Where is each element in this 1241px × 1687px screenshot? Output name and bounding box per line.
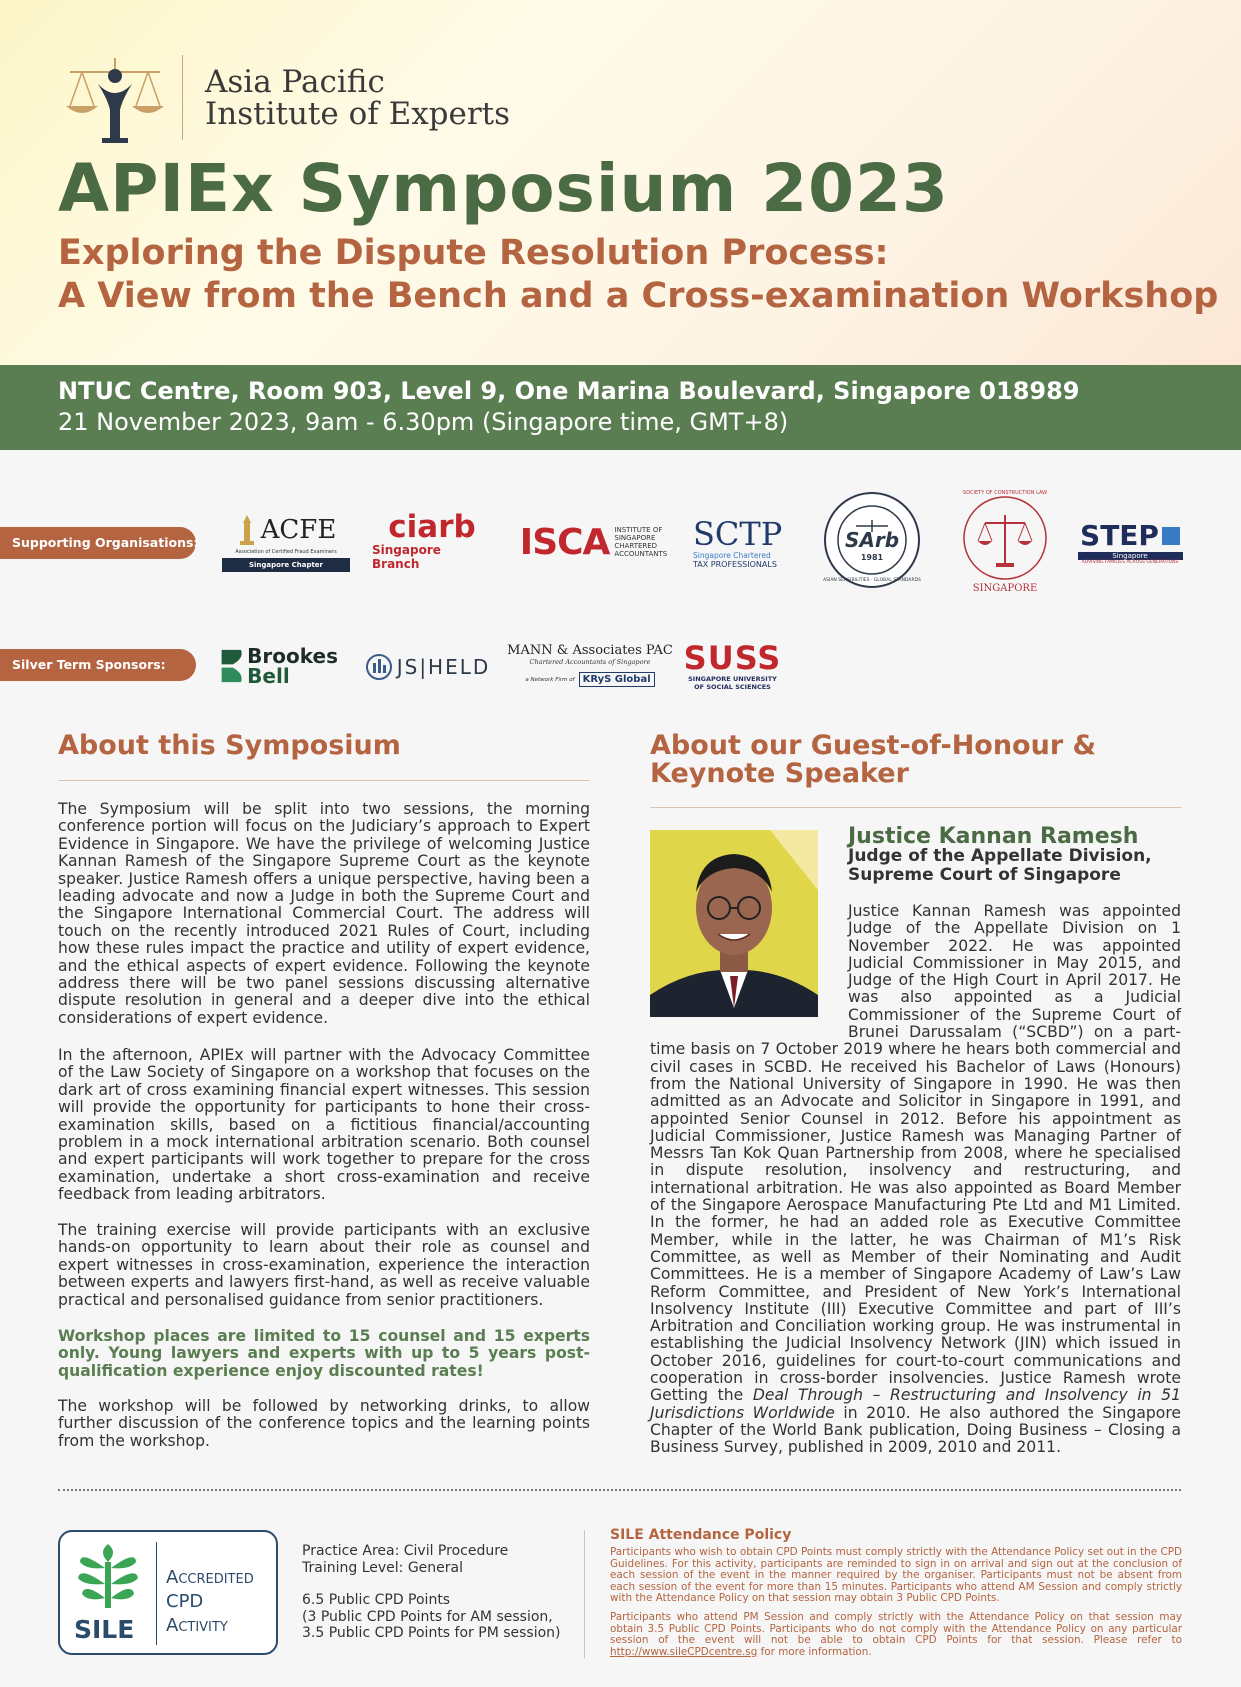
policy-para-2b: for more information. — [757, 1645, 872, 1658]
subtitle-line1: Exploring the Dispute Resolution Process: — [58, 233, 889, 273]
speaker-divider — [650, 807, 1181, 808]
org-name-line1: Asia Pacific — [205, 63, 385, 100]
sarb-logo — [822, 490, 922, 590]
sile-badge-divider — [156, 1542, 157, 1645]
footer-divider — [58, 1489, 1181, 1491]
speaker-role — [848, 847, 1152, 885]
hero-banner — [0, 0, 1241, 365]
about-divider — [58, 780, 590, 781]
cpd-details — [302, 1543, 561, 1642]
sctp-logo — [693, 515, 793, 570]
suss-sub2: OF SOCIAL SCIENCES — [694, 683, 771, 691]
scl-ring-text: SOCIETY OF CONSTRUCTION LAW — [962, 490, 1048, 496]
step-square-icon — [1162, 527, 1180, 545]
speaker-name: Justice Kannan Ramesh — [848, 824, 1139, 849]
speaker-role-line1: Judge of the Appellate Division, — [848, 846, 1152, 866]
about-para-5: The workshop will be followed by networking drinks, to allow further discussion of the conference topics and the learning points from the workshop. — [58, 1397, 590, 1450]
brookes-line1: Brookes — [247, 644, 338, 668]
js-held-globe-icon — [365, 653, 393, 681]
speaker-bio-italic: Deal Through – Restructuring and Insolvency in 51 Jurisdictions Worldwide — [650, 1386, 1182, 1422]
speaker-section-title — [650, 732, 1096, 788]
acfe-sub: Association of Certified Fraud Examiners — [235, 548, 337, 555]
cpd-line3: Activity — [166, 1615, 228, 1636]
accredited-cpd-text — [166, 1566, 254, 1638]
cpd-line1: Accredited — [166, 1567, 254, 1588]
mann-sub: Chartered Accountants of Singapore — [529, 658, 651, 666]
suss-logo — [685, 640, 780, 692]
acfe-chapter: Singapore Chapter — [222, 558, 350, 572]
brookes-bell-logo — [220, 640, 338, 692]
isca-sub3: CHARTERED — [614, 542, 658, 550]
venue-band — [0, 365, 1241, 450]
sctp-sub1: Singapore Chartered — [693, 550, 771, 560]
sarb-name: SArb — [844, 528, 900, 552]
bio-photo-spacer — [650, 903, 848, 1038]
isca-logo — [515, 522, 672, 562]
org-name-line2: Institute of Experts — [205, 95, 511, 132]
policy-title: SILE Attendance Policy — [610, 1527, 792, 1543]
speaker-role-line2: Supreme Court of Singapore — [848, 865, 1121, 885]
step-name: STEP — [1080, 519, 1159, 552]
torch-icon — [236, 513, 258, 547]
sile-wordmark: SILE — [74, 1615, 135, 1644]
scl-logo — [955, 488, 1055, 598]
about-para-3: The training exercise will provide participants with an exclusive hands-on opportunity to learn about their role as counsel and expert witnesses in cross-examination, experience the interaction between experts and lawyers first-hand, as well as receive valuable practical and personalised guidance from senior practitioners. — [58, 1221, 590, 1309]
scl-scales-icon — [960, 493, 1050, 583]
speaker-section-title-line1: About our Guest-of-Honour & — [650, 730, 1097, 761]
page-title: APIEx Symposium 2023 — [58, 150, 949, 227]
logo-divider — [182, 55, 183, 140]
mann-associates-logo — [507, 632, 673, 698]
sponsors-label: Silver Term Sponsors: — [0, 649, 196, 681]
about-para-2: In the afternoon, APIEx will partner with the Advocacy Committee of the Law Society of Singapore on a workshop that focuses on the dark art of cross examining financial expert witnesses. This session will provide the opportunity for participants to hone their cross-examination skills, based on a fictitious financial/accounting problem in a mock international arbitration scenario. Both counsel and expert participants will work together to prepare for the cross examination, undertake a short cross-examination and receive feedback from leading arbitrators. — [58, 1046, 590, 1204]
ciarb-name: ciarb — [388, 509, 476, 545]
org-name — [205, 63, 511, 132]
speaker-bio-part1: Justice Kannan Ramesh was appointed Judge of the Appellate Division on 1 November 2022. He was appointed Judicial Commissioner in May 2015, and Judge of the High Court in April 2017. He was also appointed as a Judicial Commissioner of the Supreme Court of Brunei Darussalam (“SCBD”) on a part-time basis on 7 October 2019 where he hears both commercial and civil cases in SCBD. He received his Bachelor of Laws (Honours) from the National University of Singapore in 1990. He was then admitted as an Advocate and Solicitor in Singapore in 1991, and appointed Senior Counsel in 2012. Before his appointment as Judicial Commissioner, Justice Ramesh was Managing Partner of Messrs Tan Kok Quan Partnership from 2008, where he specialised in dispute resolution, insolvency and restructuring, and international arbitration. He was also appointed as Board Member of the Singapore Aerospace Manufacturing Pte Ltd and M1 Limited. In the former, he had an added role as Executive Committee Member, while in the latter, he was Chairman of M1’s Risk Committee, as well as Member of their Nominating and Audit Committees. He is a member of Singapore Academy of Law’s Law Reform Committee, and President of New York’s International Insolvency Institute (III) Executive Committee and part of III’s Arbitration and Conciliation working group. He was instrumental in establishing the Judicial Insolvency Network (JIN) which issued in October 2016, guidelines for court-to-court communications and cooperation in cross-border insolvencies. Justice Ramesh wrote Getting the — [650, 902, 1181, 1405]
practice-area: Practice Area: Civil Procedure — [302, 1543, 509, 1559]
mann-network: a Network Firm of — [525, 676, 575, 683]
policy-para-2a: Participants who attend PM Session and comply strictly with the Attendance Policy on that session may obtain 3.5 Public CPD Points. Participants who do not comply with the Attendance Policy on any particular session of the event will not be able to obtain CPD Points for that session. Please refer to — [610, 1611, 1182, 1646]
suss-name: SUSS — [683, 639, 782, 677]
mann-name: MANN & Associates PAC — [507, 643, 673, 658]
sarb-year: 1981 — [860, 553, 884, 562]
sarb-ring-text: ASIAN SENSIBILITIES · GLOBAL STANDARDS — [823, 578, 921, 583]
speaker-bio-part2: in 2010. He also authored the Singapore Chapter of the World Bank publication, Doing Business – Closing a Business Survey, published in 2009, 2010 and 2011. — [650, 1403, 1181, 1457]
krys-logo: KRyS Global — [579, 672, 655, 687]
sile-cpd-badge — [58, 1530, 278, 1655]
isca-name: ISCA — [519, 521, 610, 563]
points-total: 6.5 Public CPD Points — [302, 1592, 451, 1608]
subtitle-line2: A View from the Bench and a Cross-examination Workshop — [58, 276, 1219, 316]
scl-sub: SINGAPORE — [972, 582, 1038, 594]
step-sub: Singapore — [1078, 552, 1183, 560]
training-level: Training Level: General — [302, 1559, 463, 1576]
acfe-logo — [222, 507, 350, 577]
scales-of-justice-icon — [60, 50, 170, 145]
venue-datetime: 21 November 2023, 9am - 6.30pm (Singapore time, GMT+8) — [58, 408, 789, 436]
points-am: (3 Public CPD Points for AM session, — [302, 1608, 553, 1625]
footer-vertical-divider — [584, 1530, 585, 1658]
about-para-4: Workshop places are limited to 15 counsel and 15 experts only. Young lawyers and experts with up to 5 years post-qualification experience enjoy discounted rates! — [58, 1327, 590, 1380]
ciarb-logo — [372, 509, 492, 571]
sile-cpd-centre-link[interactable]: http://www.sileCPDcentre.sg — [610, 1645, 758, 1658]
step-logo — [1075, 518, 1185, 566]
about-para-1: The Symposium will be split into two sessions, the morning conference portion will focus on the Judiciary’s approach to Expert Evidence in Singapore. We have the privilege of welcoming Justice Kannan Ramesh of the Singapore Supreme Court as the keynote speaker. Justice Ramesh offers a unique perspective, having been a leading advocate and now a Judge in both the Supreme Court and the Singapore International Commercial Court. The address will touch on the recently introduced 2021 Rules of Court, including how these rules impact the practice and utility of expert evidence, and the ethical aspects of expert evidence. Following the keynote address there will be two panel sessions discussing alternative dispute resolution in general and a deeper dive into the ethical considerations of expert evidence. — [58, 800, 590, 1027]
speaker-bio — [650, 903, 1181, 1457]
brookes-bell-mark-icon — [220, 644, 244, 688]
policy-para-2 — [610, 1612, 1182, 1658]
sile-leaf-icon — [74, 1542, 142, 1610]
js-held-name: JS|HELD — [396, 655, 491, 679]
sctp-name: SCTP — [693, 514, 783, 553]
policy-para-1: Participants who wish to obtain CPD Points must comply strictly with the Attendance Policy set out in the CPD Guidelines. For this activity, participants are reminded to sign in on arrival and sign out at the conclusion of each session of the event in the manner required by the organiser. Participants must not be absent from each session of the event for more than 15 minutes. Participants who attend AM Session and comply strictly with the Attendance Policy on that session may obtain 3 Public CPD Points. — [610, 1546, 1182, 1604]
isca-sub4: ACCOUNTANTS — [614, 550, 668, 558]
step-tagline: ADVISING FAMILIES ACROSS GENERATIONS — [1081, 560, 1179, 565]
acfe-name: ACFE — [260, 514, 337, 545]
apiex-logo — [60, 50, 510, 145]
points-pm: 3.5 Public CPD Points for PM session) — [302, 1625, 561, 1641]
ciarb-sub: Singapore Branch — [372, 543, 441, 571]
speaker-section-title-line2: Keynote Speaker — [650, 758, 909, 789]
isca-sub2: SINGAPORE — [614, 534, 656, 542]
cpd-line2: CPD — [166, 1591, 204, 1612]
supporting-orgs-label: Supporting Organisations: — [0, 527, 196, 559]
isca-sub1: INSTITUTE OF — [614, 526, 663, 534]
brookes-line2: Bell — [247, 664, 290, 688]
venue-location: NTUC Centre, Room 903, Level 9, One Marina Boulevard, Singapore 018989 — [58, 377, 1080, 405]
sctp-sub2: TAX PROFESSIONALS — [693, 559, 777, 569]
about-title: About this Symposium — [58, 730, 401, 761]
page-subtitle — [58, 232, 1218, 318]
js-held-logo — [360, 648, 495, 686]
suss-sub1: SINGAPORE UNIVERSITY — [688, 675, 777, 683]
